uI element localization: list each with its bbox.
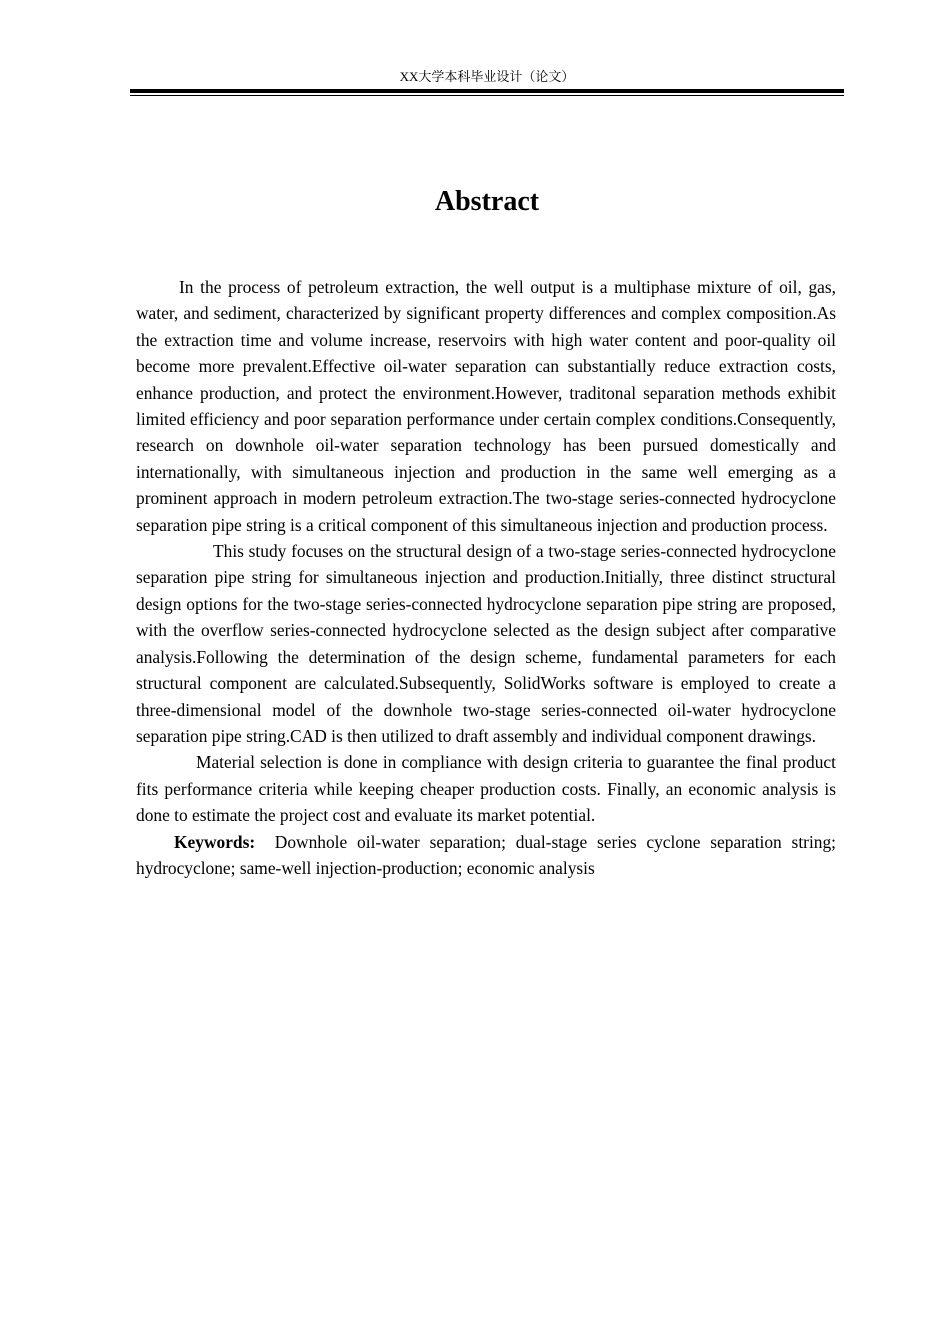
header-rule-thick	[130, 89, 844, 93]
abstract-paragraph-1: In the process of petroleum extraction, the well output is a multiphase mixture of oil, gas, water, and sediment, characterized by significant property differences and complex composition.As the extraction time and volume increase, reservoirs with high water content and poor-quality oil become more prevalent.Effective oil-water separation can substantially reduce extraction costs, enhance production, and protect the environment.However, traditonal separation methods exhibit limited efficiency and poor separation performance under certain complex conditions.Consequently, research on downhole oil-water separation technology has been pursued domestically and internationally, with simultaneous injection and production in the same well emerging as a prominent approach in modern petroleum extraction.The two-stage series-connected hydrocyclone separation pipe string is a critical component of this simultaneous injection and production process.	[136, 277, 836, 535]
abstract-paragraph-3: Material selection is done in compliance with design criteria to guarantee the final product fits performance criteria while keeping cheaper production costs. Finally, an economic analysis is done to estimate the project cost and evaluate its market potential.	[136, 752, 836, 826]
abstract-body	[136, 274, 836, 881]
keywords-text: Downhole oil-water separation; dual-stage series cyclone separation string; hydrocyclone; same-well injection-production; economic analysis	[136, 831, 836, 878]
keywords-paragraph	[136, 829, 836, 882]
keywords-label: Keywords:	[174, 831, 256, 852]
header-rule-thin	[130, 95, 844, 96]
running-header: XX大学本科毕业设计（论文）	[399, 69, 575, 84]
page-title: Abstract	[434, 186, 540, 217]
abstract-paragraph-2: This study focuses on the structural design of a two-stage series-connected hydrocyclone separation pipe string for simultaneous injection and production.Initially, three distinct structural design options for the two-stage series-connected hydrocyclone separation pipe string are proposed, with the overflow series-connected hydrocyclone selected as the design subject after comparative analysis.Following the determination of the design scheme, fundamental parameters for each structural component are calculated.Subsequently, SolidWorks software is employed to create a three-dimensional model of the downhole two-stage series-connected oil-water hydrocyclone separation pipe string.CAD is then utilized to draft assembly and individual component drawings.	[136, 541, 836, 746]
